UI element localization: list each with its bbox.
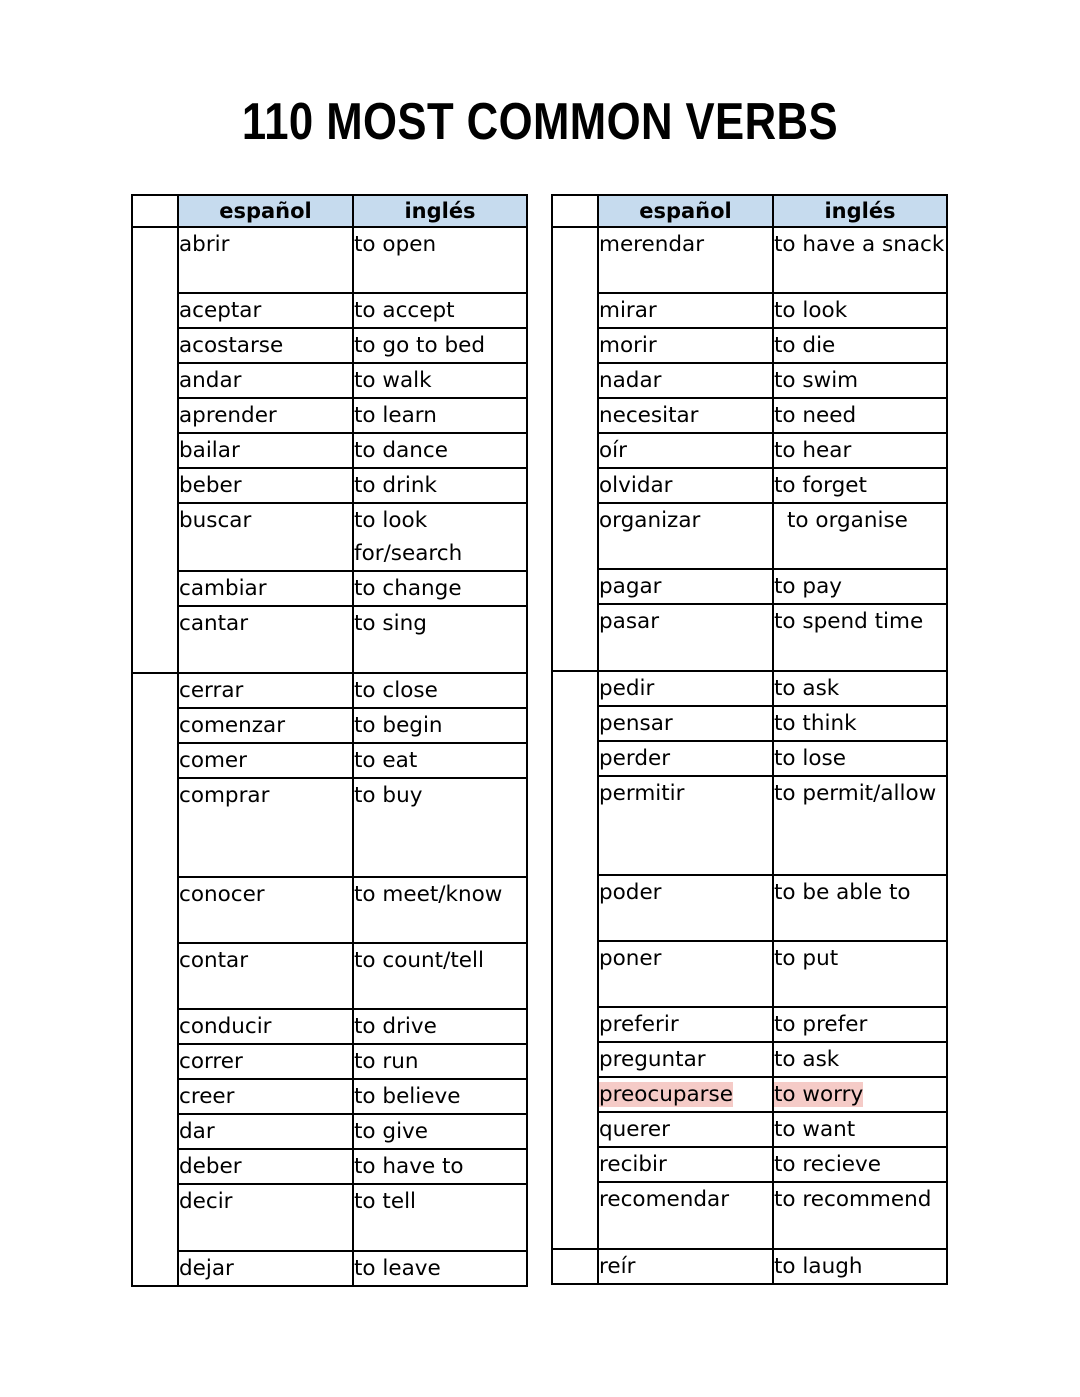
table-row [132, 743, 527, 778]
cell-english-text: to think [774, 711, 857, 736]
cell-english [773, 328, 947, 363]
cell-spanish-text: recomendar [599, 1187, 730, 1212]
cell-spanish-text: cambiar [179, 576, 267, 601]
cell-spanish-text: preocuparse [599, 1082, 733, 1107]
cell-english [773, 776, 947, 875]
cell-spanish [178, 1251, 353, 1286]
cell-english-text: to drive [354, 1014, 437, 1039]
table-row [132, 673, 527, 708]
table-row [552, 1147, 947, 1182]
table-row [132, 708, 527, 743]
verb-table-left [131, 194, 528, 1287]
cell-english-text: to accept [354, 298, 455, 323]
cell-spanish [598, 941, 773, 1007]
cell-spanish-text: dar [179, 1119, 215, 1144]
cell-spanish-text: comenzar [179, 713, 286, 738]
table-row [552, 941, 947, 1007]
cell-spanish-text: preguntar [599, 1047, 706, 1072]
cell-spanish [598, 1147, 773, 1182]
cell-spanish-text: buscar [179, 508, 252, 533]
cell-english [353, 743, 527, 778]
table-row [552, 706, 947, 741]
cell-spanish-text: conocer [179, 882, 265, 907]
cell-spanish-text: pasar [599, 609, 660, 634]
cell-spanish-text: comprar [179, 783, 270, 808]
cell-spanish-text: oír [599, 438, 627, 463]
cell-english [773, 1182, 947, 1249]
cell-spanish-text: acostarse [179, 333, 284, 358]
cell-english [773, 1007, 947, 1042]
cell-english [773, 1042, 947, 1077]
cell-english [353, 398, 527, 433]
cell-spanish [598, 706, 773, 741]
cell-english [353, 293, 527, 328]
cell-english-text: to drink [354, 473, 437, 498]
cell-spanish-text: conducir [179, 1014, 272, 1039]
table-row [552, 1042, 947, 1077]
cell-english [353, 433, 527, 468]
table-row [132, 606, 527, 673]
column-header-english: inglés [353, 195, 527, 227]
table-row [552, 398, 947, 433]
table-row [132, 468, 527, 503]
cell-english-text: to laugh [774, 1254, 863, 1279]
cell-english [353, 1009, 527, 1044]
row-group-gutter [552, 227, 598, 671]
cell-spanish-text: reír [599, 1254, 636, 1279]
cell-spanish [598, 363, 773, 398]
table-row [552, 433, 947, 468]
cell-spanish [178, 778, 353, 877]
cell-english [773, 1077, 947, 1112]
cell-spanish [178, 743, 353, 778]
cell-spanish-text: decir [179, 1189, 233, 1214]
table-row [552, 468, 947, 503]
cell-spanish [178, 877, 353, 943]
table-row [552, 1182, 947, 1249]
table-row [132, 1079, 527, 1114]
cell-spanish-text: contar [179, 948, 249, 973]
table-row [552, 1249, 947, 1284]
cell-spanish-text: preferir [599, 1012, 679, 1037]
cell-english-text: to forget [774, 473, 867, 498]
cell-english-text: to prefer [774, 1012, 868, 1037]
cell-spanish-text: nadar [599, 368, 662, 393]
cell-spanish [598, 1182, 773, 1249]
cell-spanish [178, 1044, 353, 1079]
cell-spanish [178, 1149, 353, 1184]
cell-spanish-text: pedir [599, 676, 655, 701]
cell-english-text: to walk [354, 368, 432, 393]
cell-english-text: to swim [774, 368, 859, 393]
cell-english-text: to tell [354, 1189, 417, 1214]
cell-spanish-text: morir [599, 333, 657, 358]
cell-spanish [178, 708, 353, 743]
table-row [132, 227, 527, 293]
cell-english-text: to have a snack [774, 232, 945, 257]
cell-english [353, 708, 527, 743]
cell-english [773, 468, 947, 503]
cell-spanish [178, 571, 353, 606]
cell-spanish [598, 503, 773, 569]
cell-english-text: to ask [774, 676, 840, 701]
cell-spanish [178, 503, 353, 571]
table-row [552, 776, 947, 875]
cell-spanish-text: organizar [599, 508, 701, 533]
row-group-gutter [132, 673, 178, 1286]
cell-spanish-text: poder [599, 880, 662, 905]
cell-english-text: to die [774, 333, 836, 358]
cell-spanish [178, 328, 353, 363]
table-row [552, 741, 947, 776]
cell-english [353, 943, 527, 1009]
verb-table [131, 194, 528, 1287]
cell-spanish [178, 363, 353, 398]
table-row [552, 503, 947, 569]
cell-english [773, 363, 947, 398]
cell-english-text: to pay [774, 574, 842, 599]
cell-spanish [598, 741, 773, 776]
cell-english-text: to count/tell [354, 948, 484, 973]
cell-english-text: to recommend [774, 1187, 932, 1212]
cell-english-text: to spend time [774, 609, 924, 634]
cell-english-text: to open [354, 232, 437, 257]
cell-english-text: to ask [774, 1047, 840, 1072]
cell-english [353, 1149, 527, 1184]
cell-spanish [598, 433, 773, 468]
row-group-gutter [552, 671, 598, 1249]
cell-spanish-text: recibir [599, 1152, 667, 1177]
cell-english [353, 673, 527, 708]
cell-spanish-text: comer [179, 748, 247, 773]
table-row [552, 604, 947, 671]
cell-spanish [178, 1184, 353, 1251]
cell-english [353, 1184, 527, 1251]
cell-spanish-text: querer [599, 1117, 670, 1142]
table-row [132, 1149, 527, 1184]
cell-spanish-text: bailar [179, 438, 240, 463]
cell-english [353, 778, 527, 877]
table-header-row [132, 195, 527, 227]
cell-spanish [178, 398, 353, 433]
table-row [132, 1251, 527, 1286]
cell-english-text: to eat [354, 748, 418, 773]
column-header-english: inglés [773, 195, 947, 227]
table-row [132, 778, 527, 877]
cell-spanish-text: permitir [599, 781, 685, 806]
cell-english [353, 1114, 527, 1149]
cell-spanish [598, 227, 773, 293]
cell-spanish-text: pensar [599, 711, 673, 736]
cell-english [773, 941, 947, 1007]
cell-spanish [178, 1114, 353, 1149]
cell-english-text: to worry [774, 1082, 864, 1107]
cell-spanish [598, 1007, 773, 1042]
cell-english [773, 1249, 947, 1284]
cell-english [773, 398, 947, 433]
cell-spanish [598, 328, 773, 363]
table-row [132, 1009, 527, 1044]
cell-spanish [598, 1249, 773, 1284]
cell-spanish-text: mirar [599, 298, 657, 323]
table-row [552, 671, 947, 706]
cell-english-text: to begin [354, 713, 443, 738]
header-gutter-spacer [552, 195, 598, 227]
cell-english [773, 1112, 947, 1147]
cell-english-text: to hear [774, 438, 852, 463]
cell-english-text: to recieve [774, 1152, 881, 1177]
cell-spanish [598, 468, 773, 503]
cell-spanish-text: necesitar [599, 403, 699, 428]
cell-english-text: to learn [354, 403, 437, 428]
verb-tables-container [0, 194, 1080, 1281]
cell-spanish [598, 569, 773, 604]
cell-english-text: to need [774, 403, 857, 428]
table-row [552, 328, 947, 363]
cell-spanish [598, 604, 773, 671]
cell-spanish [178, 673, 353, 708]
cell-english-text: to want [774, 1117, 856, 1142]
cell-spanish-text: creer [179, 1084, 235, 1109]
cell-spanish-text: aceptar [179, 298, 262, 323]
cell-english-text: to give [354, 1119, 428, 1144]
cell-english-text: to leave [354, 1256, 441, 1281]
cell-english-text: to organise [787, 508, 908, 533]
cell-english [353, 468, 527, 503]
cell-english [773, 1147, 947, 1182]
cell-spanish-text: aprender [179, 403, 277, 428]
table-row [552, 569, 947, 604]
cell-english-text: to believe [354, 1084, 461, 1109]
cell-english-text: to look for/search [354, 508, 463, 566]
cell-english-text: to permit/allow [774, 781, 937, 806]
cell-spanish [178, 1079, 353, 1114]
cell-spanish [598, 1112, 773, 1147]
cell-spanish [598, 1077, 773, 1112]
table-row [552, 1112, 947, 1147]
cell-english-text: to go to bed [354, 333, 485, 358]
cell-english [353, 1044, 527, 1079]
cell-spanish [178, 293, 353, 328]
cell-spanish [598, 671, 773, 706]
cell-english [773, 503, 947, 569]
table-row [132, 433, 527, 468]
table-row [132, 1184, 527, 1251]
cell-spanish-text: poner [599, 946, 662, 971]
cell-spanish-text: correr [179, 1049, 243, 1074]
table-row [132, 877, 527, 943]
table-row [132, 943, 527, 1009]
table-row [132, 293, 527, 328]
cell-english [353, 1251, 527, 1286]
cell-spanish [598, 776, 773, 875]
table-row [132, 328, 527, 363]
cell-english-text: to sing [354, 611, 427, 636]
cell-spanish-text: cerrar [179, 678, 244, 703]
table-row [132, 503, 527, 571]
cell-english [353, 227, 527, 293]
cell-spanish [598, 398, 773, 433]
verb-table-right [551, 194, 948, 1285]
cell-spanish-text: cantar [179, 611, 249, 636]
cell-english-text: to meet/know [354, 882, 503, 907]
table-row [132, 1044, 527, 1079]
cell-spanish [178, 606, 353, 673]
cell-english [773, 671, 947, 706]
table-row [552, 363, 947, 398]
page-title: 110 MOST COMMON VERBS [241, 93, 839, 151]
cell-english [353, 328, 527, 363]
cell-english [773, 741, 947, 776]
cell-spanish-text: olvidar [599, 473, 673, 498]
cell-english-text: to close [354, 678, 438, 703]
cell-spanish-text: abrir [179, 232, 230, 257]
table-row [132, 571, 527, 606]
cell-spanish [178, 943, 353, 1009]
table-header-row [552, 195, 947, 227]
cell-english-text: to buy [354, 783, 423, 808]
cell-english-text: to lose [774, 746, 846, 771]
column-header-spanish: español [178, 195, 353, 227]
cell-english [353, 503, 527, 571]
cell-spanish-text: perder [599, 746, 671, 771]
cell-english [773, 604, 947, 671]
row-group-gutter [552, 1249, 598, 1284]
cell-spanish-text: andar [179, 368, 242, 393]
table-row [552, 227, 947, 293]
cell-english [353, 606, 527, 673]
header-gutter-spacer [132, 195, 178, 227]
cell-spanish [598, 1042, 773, 1077]
cell-english [353, 363, 527, 398]
cell-english [773, 433, 947, 468]
cell-spanish-text: pagar [599, 574, 662, 599]
cell-english [773, 293, 947, 328]
cell-spanish-text: deber [179, 1154, 242, 1179]
cell-spanish-text: beber [179, 473, 242, 498]
cell-english [773, 569, 947, 604]
table-row [132, 1114, 527, 1149]
cell-english-text: to change [354, 576, 462, 601]
cell-english [353, 571, 527, 606]
cell-english [353, 1079, 527, 1114]
table-row [132, 363, 527, 398]
cell-english [353, 877, 527, 943]
cell-english-text: to have to [354, 1154, 464, 1179]
cell-english-text: to put [774, 946, 839, 971]
table-row [552, 293, 947, 328]
cell-spanish-text: merendar [599, 232, 705, 257]
cell-spanish [178, 468, 353, 503]
cell-spanish-text: dejar [179, 1256, 234, 1281]
table-row [552, 875, 947, 941]
table-row [132, 398, 527, 433]
cell-english [773, 875, 947, 941]
cell-spanish [178, 1009, 353, 1044]
table-row [552, 1077, 947, 1112]
column-header-spanish: español [598, 195, 773, 227]
cell-spanish [598, 875, 773, 941]
cell-spanish [178, 227, 353, 293]
cell-english-text: to look [774, 298, 848, 323]
cell-spanish [178, 433, 353, 468]
cell-english-text: to run [354, 1049, 419, 1074]
table-row [552, 1007, 947, 1042]
cell-english [773, 706, 947, 741]
cell-english [773, 227, 947, 293]
verb-table [551, 194, 948, 1285]
row-group-gutter [132, 227, 178, 673]
cell-english-text: to dance [354, 438, 448, 463]
cell-spanish [598, 293, 773, 328]
cell-english-text: to be able to [774, 880, 911, 905]
